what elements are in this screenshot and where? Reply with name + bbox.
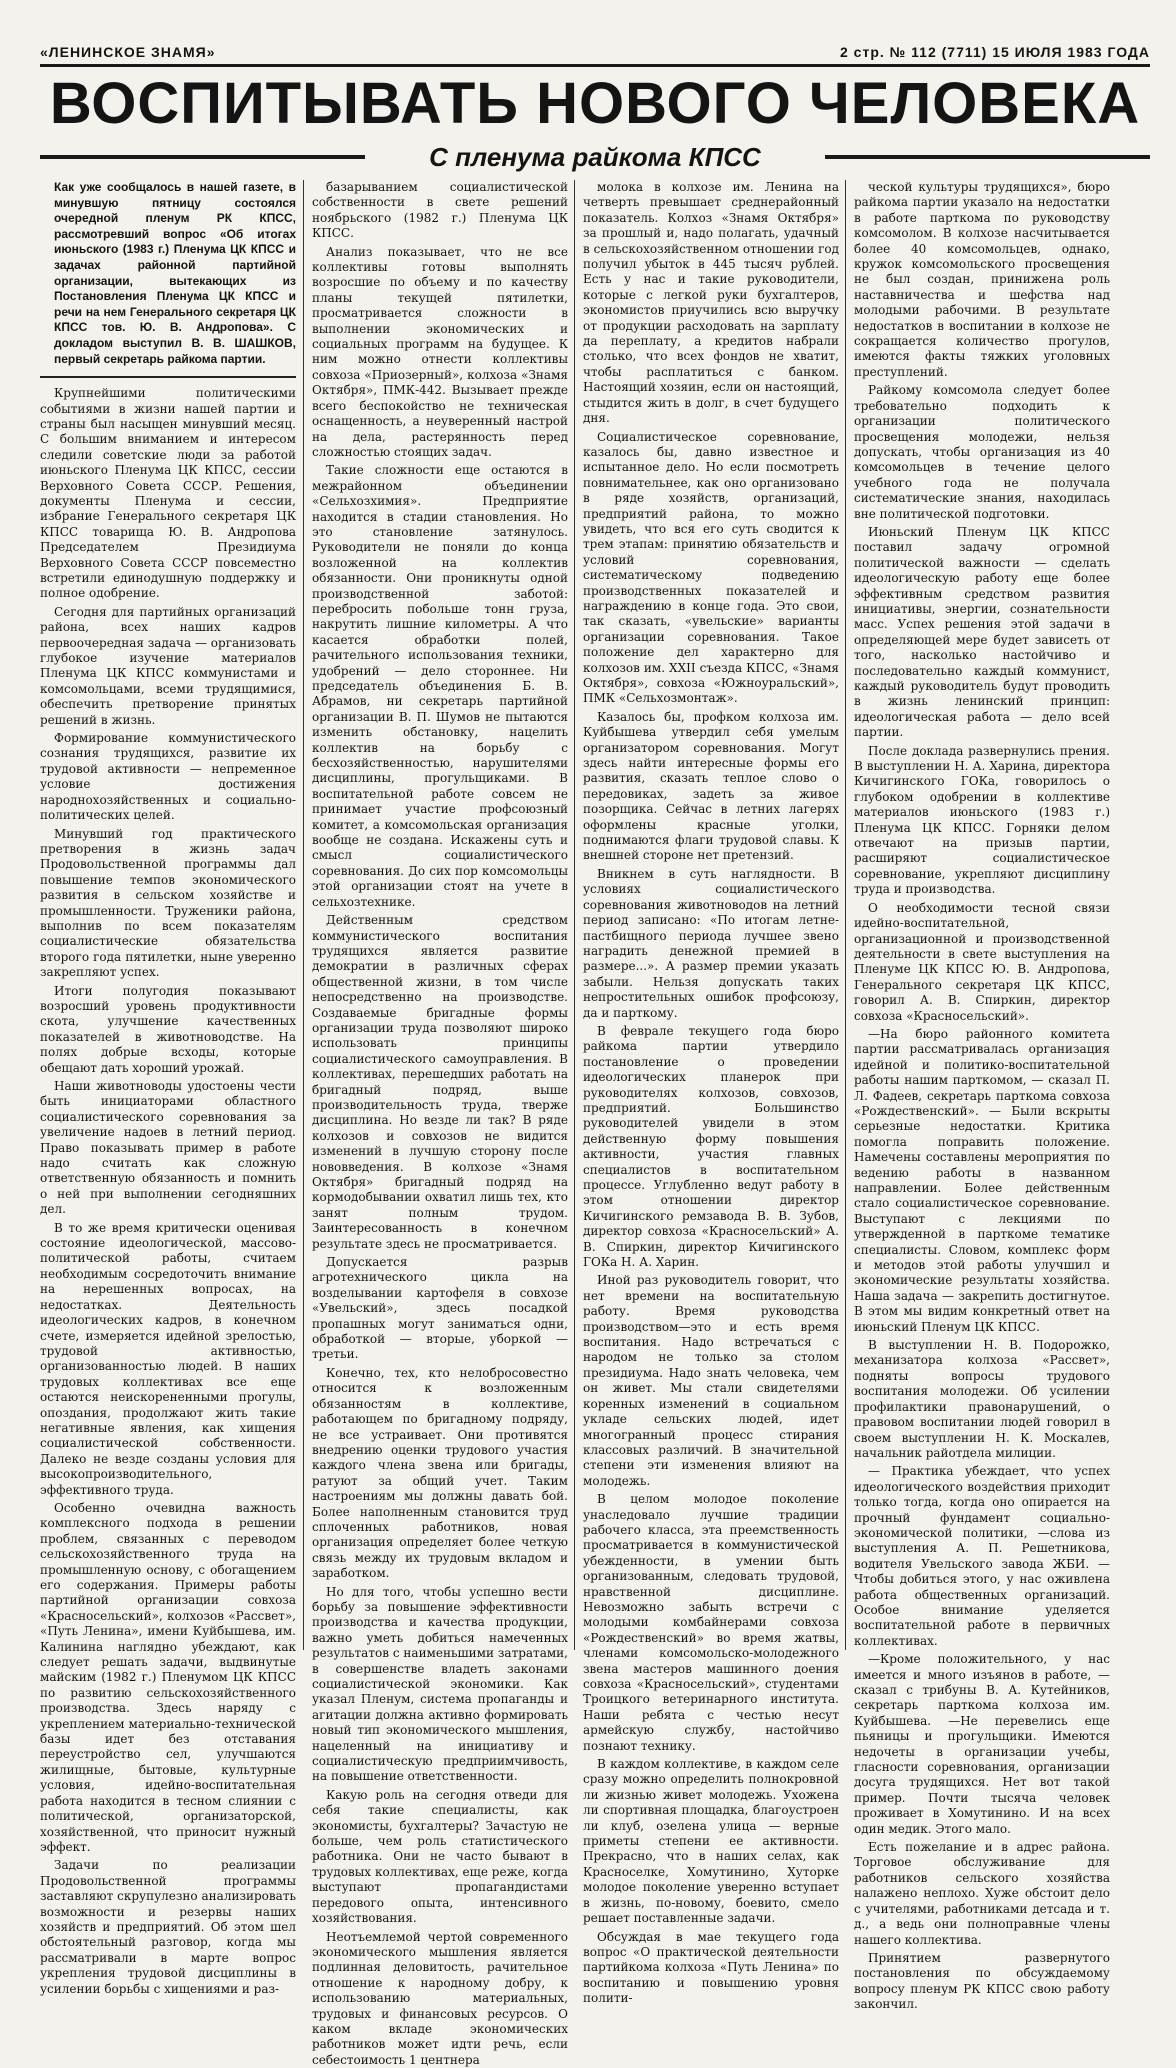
article-paragraph: Социалистическое соревнование, казалось бы, давно известное и испытанное дело. Но если посмотреть повнимательнее, как оно организовано в ряде хозяйств, организаций, предприятий района, то можно увидеть, что вся его суть сводится к трем этапам: принятию обязательств и условий соревнования, систематическому подведению производственных показателей и награждению в конце года. Это свои, так сказать, «увельские» варианты организации соревнования. Такое положение дел характерно для колхозов им. XXII съезда КПСС, «Знамя Октября», совхоза «Южноуральский», ПМК «Сельхозмонтаж». bbox=[583, 430, 839, 707]
article-paragraph: О необходимости тесной связи идейно-воспитательной, организационной и производственной деятельности в свете выступления на Пленуме ЦК КПСС Ю. В. Андропова, Генерального секретаря ЦК КПСС, говорил А. В. Спиркин, директор совхоза «Красносельский». bbox=[854, 901, 1110, 1024]
article-paragraph: — Практика убеждает, что успех идеологического воздействия приходит только тогда, когда оно опирается на прочный фундамент социально-экономической политики, —слова из выступления А. П. Решетникова, водителя Увельского завода ЖБИ. — Чтобы добиться этого, у нас оживлена работа общественных организаций. Особое внимание уделяется воспитательной работе в первичных коллективах. bbox=[854, 1464, 1110, 1649]
article-paragraph: —Кроме положительного, у нас имеется и много изъянов в работе, —сказал с трибуны В. А. Кутейников, секретарь парткома колхоза им. Куйбышева. —Не перевелись еще пьяницы и прогульщики. Имеются недочеты в организации учебы, гласности соревнования, организации досуга трудящихся. Нет вот такой пример. Почти тысяча человек проживает в Хомутинино. И на всех один медик. Этого мало. bbox=[854, 1652, 1110, 1837]
article-paragraph: Но для того, чтобы успешно вести борьбу за повышение эффективности производства и качества продукции, важно уметь добиться намеченных результатов с наименьшими затратами, в совершенстве владеть законами социалистической экономики. Как указал Пленум, система пропаганды и агитации должна активно формировать новый тип экономического мышления, нацеленный на инициативу и социалистическую предприимчивость, на повышение ответственности. bbox=[312, 1585, 568, 1785]
newspaper-name: «ЛЕНИНСКОЕ ЗНАМЯ» bbox=[40, 44, 216, 60]
article-paragraph: Задачи по реализации Продовольственной программы заставляют скрупулезно анализировать возможности и резервы наших хозяйств и предприятий. Об этом шел обстоятельный разговор, когда мы рассматривали в марте вопрос укрепления трудовой дисциплины в усилении борьбы с хищениями и раз- bbox=[40, 1858, 296, 1997]
article-paragraph: Райкому комсомола следует более требовательно подходить к организации политического просвещения молодежи, нельзя допускать, чтобы организация из 40 комсомольцев в течение целого учебного года не получала систематические знания, находилась вне политической подготовки. bbox=[854, 383, 1110, 522]
article-paragraph: —На бюро районного комитета партии рассматривалась организация идейной и политико-воспитательной работы нашим парткомом, — сказал П. Л. Фадеев, секретарь парткома совхоза «Рождественский». — Были вскрыты серьезные недостатки. Критика помогла поправить положение. Намечены составлены мероприятия по ведению работы в названном направлении. Более действенным стало социалистическое соревнование. Выступают с лекциями по утвержденной в парткоме тематике специалисты. Словом, комплекс форм и методов этой работы улучшил и экономические результаты хозяйства. Наша задача — закрепить достигнутое. В этом мы видим конкретный ответ на июньский Пленум ЦК КПСС. bbox=[854, 1027, 1110, 1335]
article-paragraph: Иной раз руководитель говорит, что нет времени на воспитательную работу. Время руководства производством—это и есть время воспитания. Надо встречаться с народом не только за столом президиума. Надо знать человека, чем он живет. Мы стали свидетелями коренных изменений в социальном укладе сельских людей, идет многогранный процесс стирания классовых различий. В значительной степени эти изменения влияют на молодежь. bbox=[583, 1273, 839, 1489]
masthead bbox=[40, 44, 1150, 64]
article-paragraph: Формирование коммунистического сознания трудящихся, развитие их трудовой активности — непременное условие достижения народнохозяйственных и социально-политических целей. bbox=[40, 731, 296, 823]
article-paragraph: Конечно, тех, кто нелобросовестно относится к возложенным обязанностям в коллективе, работающем по бригадному подряду, не все устраивает. Они противятся внедрению оценки трудового участия каждого члена звена или бригады, ратуют за общий учет. Таким настроениям мы должны давать бой. Более наполненным становится труд сплоченных работников, новая организация определяет более четкую связь между их трудовым вкладом и заработком. bbox=[312, 1366, 568, 1582]
lead-paragraph: Как уже сообщалось в нашей газете, в минувшую пятницу состоялся очередной пленум РК КПСС, рассмотревший вопрос «Об итогах июньского (1983 г.) Пленума ЦК КПСС и задачах районной партийной организации, вытекающих из Постановления Пленума ЦК КПСС и речи на нем Генерального секретаря ЦК КПСС тов. Ю. В. Андропова». С докладом выступил В. В. ШАШКОВ, первый секретарь райкома партии. bbox=[54, 180, 296, 367]
article-paragraph: Крупнейшими политическими событиями в жизни нашей партии и страны был насыщен минувший месяц. С большим вниманием и интересом следили советские люди за работой июньского Пленума ЦК КПСС, сессии Верховного Совета СССР. Решения, документы Пленума и сессии, избрание Генерального секретаря ЦК КПСС товарища Ю. В. Андропова Председателем Президиума Верховного Совета СССР повсеместно встретили единодушную поддержку и полное одобрение. bbox=[40, 386, 296, 602]
article-paragraph: Июньский Пленум ЦК КПСС поставил задачу огромной политической важности — сделать идеологическую работу еще более эффективным средством развития инициативы, энергии, сознательности масс. Успех решения этой задачи в определяющей мере будет зависеть от того, насколько настойчиво и последовательно каждый коммунист, каждый руководитель будут проводить в жизнь ленинский принцип: идеологическая работа — дело всей партии. bbox=[854, 525, 1110, 741]
article-paragraph: В целом молодое поколение унаследовало лучшие традиции рабочего класса, эта преемственность просматривается в коммунистической убежденности, в умении быть организованным, следовать трудовой, нравственной дисциплине. Невозможно забыть встречи с молодыми комбайнерами совхоза «Рождественский» во время жатвы, членами комсомольско-молодежного звена мастеров машинного доения совхоза «Красносельский», студентами Троицкого ветеринарного института. Наши ребята с честью несут армейскую службу, настойчиво познают технику. bbox=[583, 1492, 839, 1754]
article-paragraph: Итоги полугодия показывают возросший уровень продуктивности скота, улучшение качественных показателей в животноводстве. На полях добрые всходы, которые обещают дать хороший урожай. bbox=[40, 984, 296, 1076]
article-paragraph: Есть пожелание и в адрес района. Торговое обслуживание для работников сельского хозяйства налажено неплохо. Хуже обстоит дело с учителями, работниками детсада и т. д., а ведь они полноправные члены нашего коллектива. bbox=[854, 1840, 1110, 1948]
article-paragraph: Сегодня для партийных организаций района, всех наших кадров первоочередная задача — организовать глубокое изучение материалов Пленума ЦК КПСС коммунистами и комсомольцами, всеми трудящимися, обеспечить претворение принятых решений в жизнь. bbox=[40, 605, 296, 728]
article-paragraph: Неотъемлемой чертой современного экономического мышления является подлинная деловитость, рачительное отношение к народному добру, к использованию материальных, трудовых и финансовых ресурсов. О каком вкладе экономических работников может идти речь, если себестоимость 1 центнера bbox=[312, 1930, 568, 2068]
article-paragraph: Казалось бы, профком колхоза им. Куйбышева утвердил себя умелым организатором соревнования. Могут здесь найти интересные формы его развития, сказать теплое слово о передовиках, задеть за живое позорщика. Сейчас в летних лагерях оформлены красные уголки, поднимаются флаги трудовой славы. К внешней стороне нет претензий. bbox=[583, 710, 839, 864]
article-paragraph: ческой культуры трудящихся», бюро райкома партии указало на недостатки в работе парткома по руководству комсомолом. В колхозе насчитывается более 40 комсомольцев, однако, кружок комсомольского просвещения не был создан, принижена роль наставничества и шефства над молодыми рабочими. В результате недостатков в воспитании в колхозе не сокращается количество прогулов, имеются факты тяжких уголовных преступлений. bbox=[854, 180, 1110, 380]
article-paragraph: Обсуждая в мае текущего года вопрос «О практической деятельности партийкома колхоза «Путь Ленина» по воспитанию и повышению уровня полити- bbox=[583, 1930, 839, 2007]
article-paragraph: Действенным средством коммунистического воспитания трудящихся является развитие демократии в различных сферах общественной жизни, в том числе непосредственно на производстве. Создаваемые бригадные формы организации труда позволяют широко использовать принципы социалистического самоуправления. В коллективах, перешедших работать на бригадный подряд, выше производительность труда, тверже дисциплина. Но везде ли так? В ряде колхозов и совхозов не видится изменений в лучшую сторону после нововведения. В колхозе «Знамя Октября» бригадный подряд на кормодобывании охватил лишь тех, кто занят полным трудом. Заинтересованность в конечном результате здесь не просматривается. bbox=[312, 913, 568, 1252]
lead-box bbox=[40, 180, 296, 378]
subhead-band bbox=[40, 140, 1150, 174]
column-divider bbox=[845, 180, 846, 1650]
article-paragraph: Принятием развернутого постановления по обсуждаемому вопросу пленум РК КПСС свою работу закончил. bbox=[854, 1951, 1110, 2013]
headline: ВОСПИТЫВАТЬ НОВОГО ЧЕЛОВЕКА bbox=[40, 68, 1150, 140]
subhead-rule-left bbox=[40, 155, 365, 159]
issue-info: 2 стр. № 112 (7711) 15 ИЮЛЯ 1983 ГОДА bbox=[840, 44, 1150, 60]
article-paragraph: Минувший год практического претворения в жизнь задач Продовольственной программы дал повышение темпов экономического развития в сельском хозяйстве и промышленности. Труженики района, выполнив по всем показателям социалистические обязательства второго года пятилетки, ныне уверенно закрепляют успех. bbox=[40, 827, 296, 981]
article-paragraph: Вникнем в суть наглядности. В условиях социалистического соревнования животноводов на летний период записано: «По итогам летне-пастбищного периода лучшее звено наградить денежной премией в размере...». А размер премии указать забыли. Нельзя допускать таких непростительных ошибок профсоюзу, да и парткому. bbox=[583, 867, 839, 1021]
subhead: С пленума райкома КПСС bbox=[385, 140, 805, 174]
article-paragraph: Особенно очевидна важность комплексного подхода в решении проблем, связанных с переводом сельскохозяйственного труда на промышленную основу, с обогащением его содержания. Примеры работы партийной организации совхоза «Красносельский», колхозов «Рассвет», «Путь Ленина», имени Куйбышева, им. Калинина наглядно убеждают, как следует решать задачи, выдвинутые майским (1982 г.) Пленумом ЦК КПСС по развитию сельскохозяйственного производства. Здесь наряду с укреплением материально-технической базы идет без отставания переустройство сел, улучшаются жилищные, бытовые, культурные условия, идейно-воспитательная работа находится в тесном слиянии с политической, организаторской, хозяйственной, что приносит нужный эффект. bbox=[40, 1501, 296, 1855]
column-divider bbox=[574, 180, 575, 1650]
article-paragraph: Какую роль на сегодня отведи для себя такие специалисты, как экономисты, бухгалтеры? Зачастую не больше, чем роль статистического работника. Они не часто бывают в трудовых коллективах, еще реже, когда выступают пропагандистами передового опыта, интенсивного хозяйствования. bbox=[312, 1788, 568, 1927]
article-paragraph: В феврале текущего года бюро райкома партии утвердило постановление о проведении идеологических планерок при руководителях колхозов, совхозов, предприятий. Большинство руководителей увидели в этом действенную форму повышения активности, участия главных специалистов в воспитательном процессе. Углубленно ведут работу в этом отношении директор Кичигинского ремзавода В. В. Зубов, директор совхоза «Красносельский» А. В. Спиркин, директор Кичигинского ГОКа Н. А. Харин. bbox=[583, 1024, 839, 1271]
article-paragraph: Анализ показывает, что не все коллективы готовы выполнять возросшие по объему и по качеству планы текущей пятилетки, просматривается сложности в выполнении экономических и социальных программ на будущее. К ним можно отнести коллективы совхоза «Приозерный», колхоза «Знамя Октября», ПМК-442. Вызывает прежде всего беспокойство не техническая оснащенность, а неуверенный настрой на дела, растерянность перед сложностью стоящих задач. bbox=[312, 245, 568, 461]
article-column-1 bbox=[40, 180, 296, 1650]
article-paragraph: В каждом коллективе, в каждом селе сразу можно определить полнокровной ли жизнью живет молодежь. Ухожена ли спортивная площадка, благоустроен ли клуб, озелена улица — верные приметы степени ее активности. Прекрасно, что в наших селах, как Красноселке, Хомутинино, Хуторке молодое поколение уверенно вступает в жизнь, по-новому, боевито, смело решает поставленные задачи. bbox=[583, 1757, 839, 1926]
article-column-3 bbox=[583, 180, 839, 1650]
article-column-4 bbox=[854, 180, 1110, 1650]
article-paragraph: базарыванием социалистической собственности в свете решений ноябрьского (1982 г.) Пленума ЦК КПСС. bbox=[312, 180, 568, 242]
column-divider bbox=[303, 180, 304, 1650]
article-paragraph: В выступлении Н. В. Подорожко, механизатора колхоза «Рассвет», подняты вопросы трудового воспитания молодежи. Об усилении профилактики правонарушений, о правовом воспитании людей говорил в своем выступлении Н. К. Москалев, начальник райотдела милиции. bbox=[854, 1338, 1110, 1461]
article-paragraph: Допускается разрыв агротехнического цикла на возделывании картофеля в совхозе «Увельский», здесь посадкой пропашных могут заниматься одни, обработкой — вторые, уборкой — третьи. bbox=[312, 1255, 568, 1363]
article-paragraph: Наши животноводы удостоены чести быть инициаторами областного социалистического соревнования за увеличение надоев в летний период. Право показывать пример в работе надо считать как сложную ответственную обязанность и помнить о ней при выполнении сегодняшних дел. bbox=[40, 1079, 296, 1218]
article-paragraph: В то же время критически оценивая состояние идеологической, массово-политической работы, считаем необходимым сосредоточить внимание на нерешенных вопросах, на недостатках. Деятельность идеологических кадров, в конечном счете, измеряется идейной зрелостью, трудовой активностью, организованностью людей. В наших трудовых коллективах все еще остаются неискорененными прогулы, опоздания, продолжают жить такие негативные явления, как хищения социалистической собственности. Далеко не везде созданы условия для высокопроизводительного, эффективного труда. bbox=[40, 1221, 296, 1498]
subhead-rule-right bbox=[825, 155, 1150, 159]
article-paragraph: После доклада развернулись прения. В выступлении Н. А. Харина, директора Кичигинского ГОКа, говорилось о глубоком одобрении в коллективе материалов июньского (1983 г.) Пленума ЦК КПСС. Горняки делом отвечают на призыв партии, расширяют социалистическое соревнование, укрепляют дисциплину труда и производства. bbox=[854, 744, 1110, 898]
article-paragraph: молока в колхозе им. Ленина на четверть превышает среднерайонный показатель. Колхоз «Знамя Октября» за прошлый и, надо полагать, удачный в сельскохозяйственном отношении год получил убыток в 445 тысяч рублей. Есть у нас и такие руководители, которые с легкой руки бухгалтеров, экономистов приучились всю выручку от продукции расходовать на зарплату да переплату, а кредитов набрали столько, что всех фондов не хватит, чтобы расплатиться с банком. Настоящий хозяин, если он настоящий, стыдится жить в долг, в счет будущего дня. bbox=[583, 180, 839, 427]
article-paragraph: Такие сложности еще остаются в межрайонном объединении «Сельхозхимия». Предприятие находится в стадии становления. Но это становление затянулось. Руководители не поняли до конца возложенной на коллектив обязанности. Они проникнуты одной производственной заботой: перебросить побольше тонн груза, накрутить лишние километры. А что касается обработки полей, рачительного использования техники, удобрений — дело стороннее. Ни председатель объединения Б. В. Абрамов, ни секретарь партийной организации В. П. Шумов не пытаются изменить обстановку, нацелить коллектив на борьбу с бесхозяйственностью, нарушителями дисциплины, прогульщиками. В воспитательной работе совсем не принимает участие профсоюзный комитет, а комсомольская организация вообще не создана. Искажены суть и смысл социалистического соревнования. До сих пор комсомольцы этой организации стоят на учете в сельхозтехнике. bbox=[312, 463, 568, 910]
masthead-rule bbox=[40, 64, 1150, 67]
article-column-2 bbox=[312, 180, 568, 1650]
